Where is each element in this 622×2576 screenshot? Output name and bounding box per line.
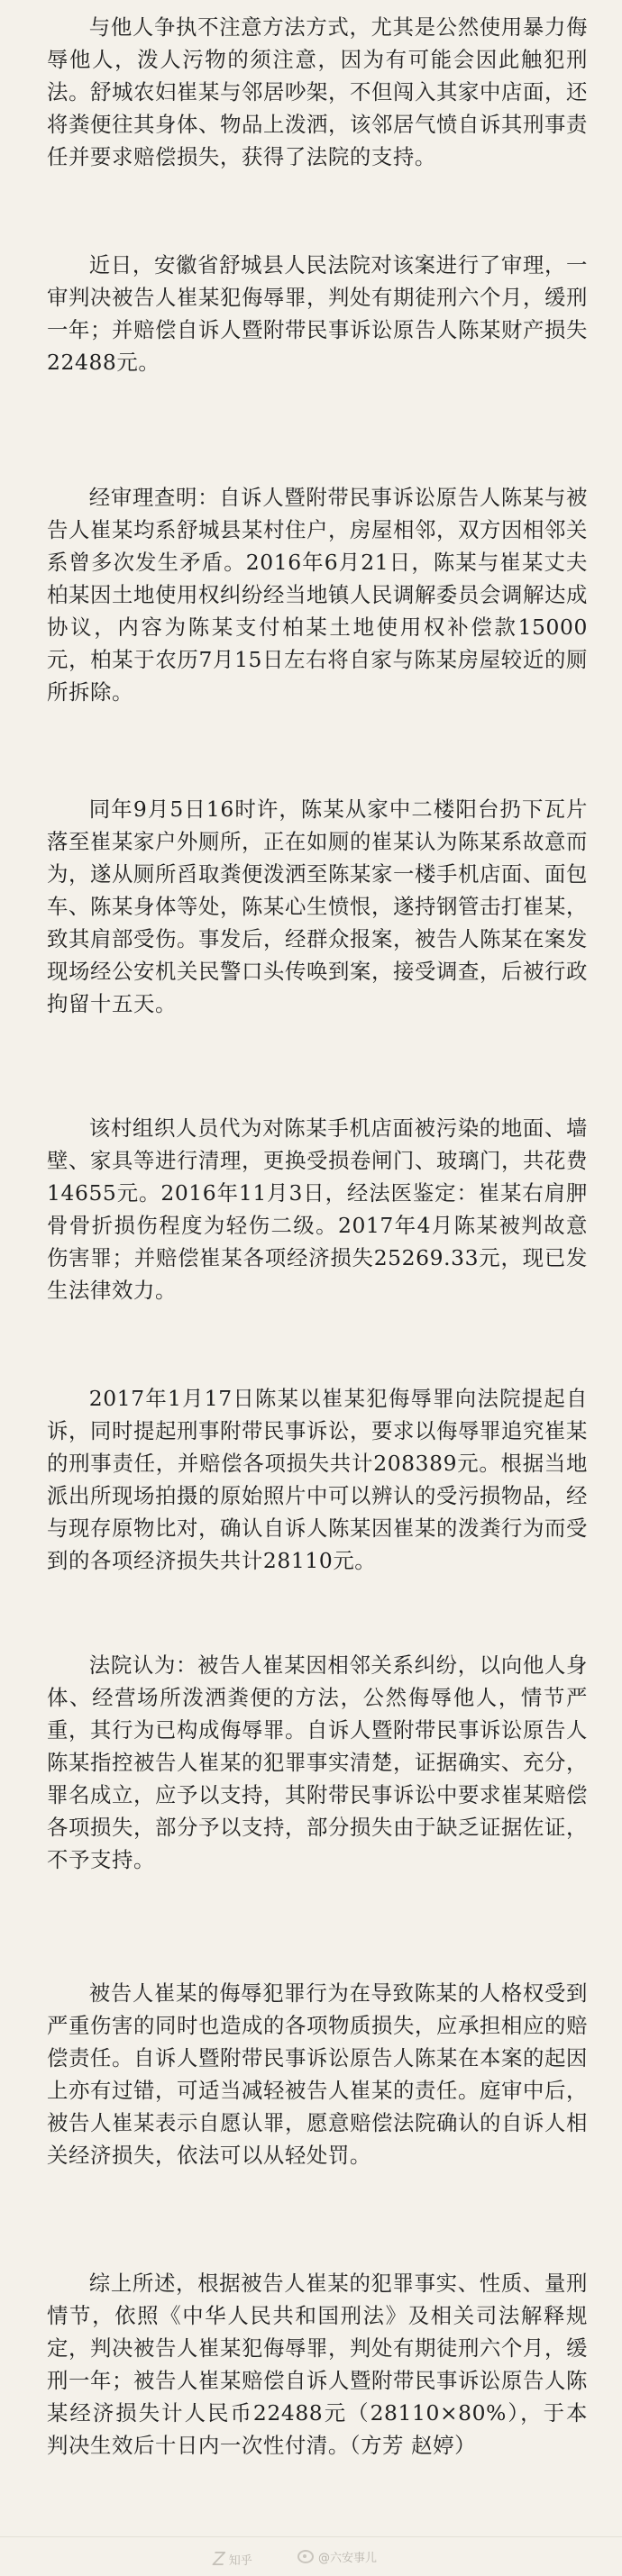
paragraph-conclusion: 综上所述，根据被告人崔某的犯罪事实、性质、量刑情节，依照《中华人民共和国刑法》及相关司法解释规定，判决被告人崔某犯侮辱罪，判处有期徒刑六个月，缓刑一年；被告人崔某赔偿自诉人暨附带民事诉讼原告人陈某经济损失计人民币22488元（28110×80%），于本判决生效后十日内一次性付清。（方芳 赵婷） [47, 2271, 588, 2458]
zhihu-logo-icon: Z [213, 2548, 225, 2570]
zhihu-watermark [213, 2548, 252, 2570]
weibo-icon [297, 2550, 314, 2563]
watermark-bar [0, 2536, 622, 2576]
zhihu-watermark-text: 知乎 [228, 2553, 252, 2568]
paragraph-lawsuit: 2017年1月17日陈某以崔某犯侮辱罪向法院提起自诉，同时提起刑事附带民事诉讼，要求以侮辱罪追究崔某的刑事责任，并赔偿各项损失共计208389元。根据当地派出所现场拍摄的原始照片中可以辨认的受污损物品，经与现存原物比对，确认自诉人陈某因崔某的泼粪行为而受到的各项经济损失共计28110元。 [47, 1386, 588, 1573]
weibo-account-text: @六安事儿 [318, 2552, 378, 2565]
paragraph-court-opinion: 法院认为：被告人崔某因相邻关系纠纷，以向他人身体、经营场所泼洒粪便的方法，公然侮辱他人，情节严重，其行为已构成侮辱罪。自诉人暨附带民事诉讼原告人陈某指控被告人崔某的犯罪事实清楚，证据确实、充分，罪名成立，应予以支持，其附带民事诉讼中要求崔某赔偿各项损失，部分予以支持，部分损失由于缺乏证据佐证，不予支持。 [47, 1652, 588, 1872]
paragraph-liability: 被告人崔某的侮辱犯罪行为在导致陈某的人格权受到严重伤害的同时也造成的各项物质损失，应承担相应的赔偿责任。自诉人暨附带民事诉讼原告人陈某在本案的起因上亦有过错，可适当减轻被告人崔某的责任。庭审中后，被告人崔某表示自愿认罪，愿意赔偿法院确认的自诉人相关经济损失，依法可以从轻处罚。 [47, 1980, 588, 2168]
paragraph-incident: 同年9月5日16时许，陈某从家中二楼阳台扔下瓦片落至崔某家户外厕所，正在如厕的崔某认为陈某系故意而为，遂从厕所舀取粪便泼洒至陈某家一楼手机店面、面包车、陈某身体等处，陈某心生愤恨，遂持钢管击打崔某，致其肩部受伤。事发后，经群众报案，被告人陈某在案发现场经公安机关民警口头传唤到案，接受调查，后被行政拘留十五天。 [47, 796, 588, 1016]
weibo-watermark [297, 2548, 377, 2565]
paragraph-verdict-summary: 近日，安徽省舒城县人民法院对该案进行了审理，一审判决被告人崔某犯侮辱罪，判处有期徒刑六个月，缓刑一年；并赔偿自诉人暨附带民事诉讼原告人陈某财产损失22488元。 [47, 252, 588, 375]
paragraph-intro: 与他人争执不注意方法方式，尤其是公然使用暴力侮辱他人，泼人污物的须注意，因为有可能会因此触犯刑法。舒城农妇崔某与邻居吵架，不但闯入其家中店面，还将粪便往其身体、物品上泼洒，该邻居气愤自诉其刑事责任并要求赔偿损失，获得了法院的支持。 [47, 14, 588, 169]
paragraph-trial-findings: 经审理查明：自诉人暨附带民事诉讼原告人陈某与被告人崔某均系舒城县某村住户，房屋相邻，双方因相邻关系曾多次发生矛盾。2016年6月21日，陈某与崔某丈夫柏某因土地使用权纠纷经当地镇人民调解委员会调解达成协议，内容为陈某支付柏某土地使用权补偿款15000元，柏某于农历7月15日左右将自家与陈某房屋较近的厕所拆除。 [47, 485, 588, 705]
paragraph-cleanup-cost: 该村组织人员代为对陈某手机店面被污染的地面、墙壁、家具等进行清理，更换受损卷闸门、玻璃门，共花费14655元。2016年11月3日，经法医鉴定：崔某右肩胛骨骨折损伤程度为轻伤二级。2017年4月陈某被判故意伤害罪；并赔偿崔某各项经济损失25269.33元，现已发生法律效力。 [47, 1115, 588, 1303]
